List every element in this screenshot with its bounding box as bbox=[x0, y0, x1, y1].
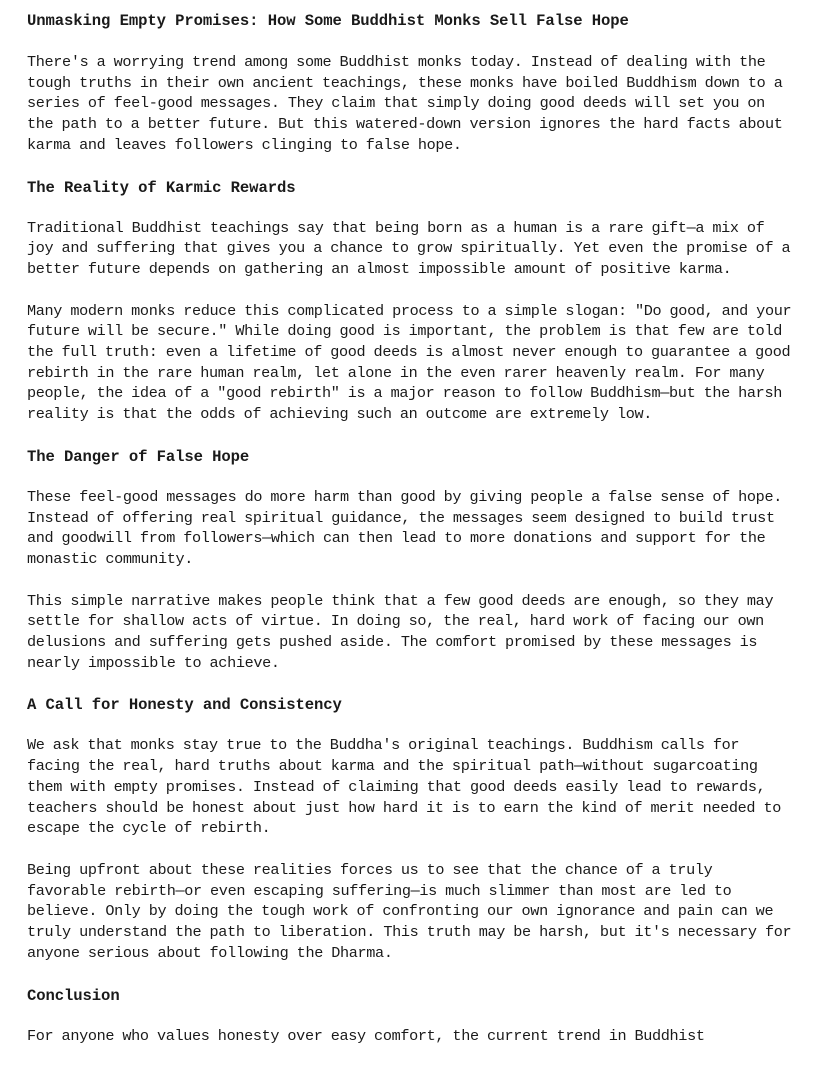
article-title: Unmasking Empty Promises: How Some Buddhist Monks Sell False Hope bbox=[27, 12, 629, 30]
document-page bbox=[27, 10, 793, 1067]
paragraph: Being upfront about these realities forces us to see that the chance of a truly favorable rebirth—or even escaping suffering—is much slimmer than most are led to believe. Only by doing the tough work of confronting our own ignorance and pain can we truly understand the path to liberation. This truth may be harsh, but it's necessary for anyone serious about following the Dharma. bbox=[27, 860, 792, 962]
paragraph: We ask that monks stay true to the Buddha's original teachings. Buddhism calls for facing the real, hard truths about karma and the spiritual path—without sugarcoating them with empty promises. Instead of claiming that good deeds easily lead to rewards, teachers should be honest about just how hard it is to earn the kind of merit needed to escape the cycle of rebirth. bbox=[27, 736, 781, 838]
intro-paragraph: There's a worrying trend among some Buddhist monks today. Instead of dealing with the tough truths in their own ancient teachings, these monks have boiled Buddhism down to a series of feel-good messages. They claim that simply doing good deeds will set you on the path to a better future. But this watered-down version ignores the hard facts about karma and leaves followers clinging to false hope. bbox=[27, 53, 783, 154]
section-heading-karmic-rewards: The Reality of Karmic Rewards bbox=[27, 178, 296, 197]
section-heading-honesty: A Call for Honesty and Consistency bbox=[27, 696, 342, 715]
section-heading-false-hope: The Danger of False Hope bbox=[27, 447, 250, 466]
paragraph: Traditional Buddhist teachings say that being born as a human is a rare gift—a mix of joy and suffering that gives you a chance to grow spiritually. Yet even the promise of a better future depends on gathering an almost impossible amount of positive karma. bbox=[27, 218, 791, 278]
paragraph: Many modern monks reduce this complicated process to a simple slogan: "Do good, and your future will be secure." While doing good is important, the problem is that few are told the full truth: even a lifetime of good deeds is almost never enough to guarantee a good rebirth in the rare human realm, let alone in the even rarer heavenly realm. For many people, the idea of a "good rebirth" is a major reason to follow Buddhism—but the harsh reality is that the odds of achieving such an outcome are extremely low. bbox=[27, 301, 792, 424]
paragraph: This simple narrative makes people think that a few good deeds are enough, so they may settle for shallow acts of virtue. In doing so, the real, hard work of facing our own delusions and suffering gets pushed aside. The comfort promised by these messages is nearly impossible to achieve. bbox=[27, 591, 774, 672]
paragraph: These feel-good messages do more harm than good by giving people a false sense of hope. Instead of offering real spiritual guidance, the messages seem designed to build trust and goodwill from followers—which can then lead to more donations and support for the monastic community. bbox=[27, 487, 782, 568]
section-heading-conclusion: Conclusion bbox=[27, 986, 120, 1005]
paragraph: For anyone who values honesty over easy comfort, the current trend in Buddhist bbox=[27, 1026, 705, 1045]
